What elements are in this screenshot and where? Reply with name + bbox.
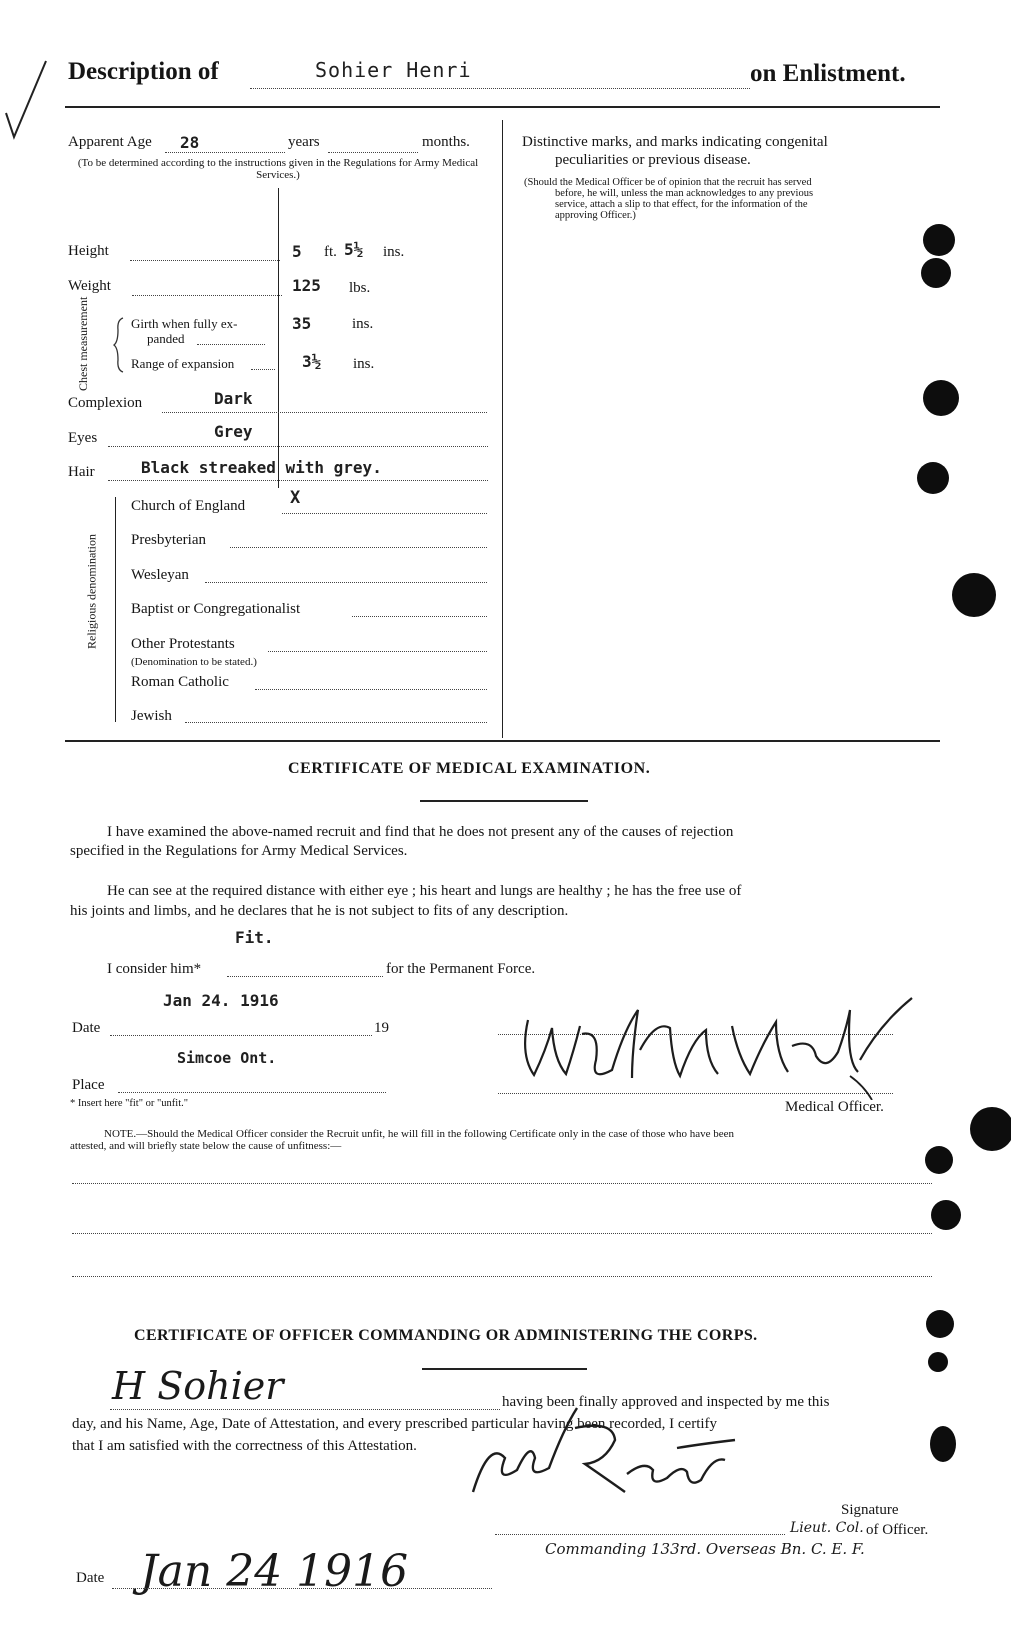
baptist-label: Baptist or Congregationalist: [131, 601, 301, 617]
commanding-line1: having been finally approved and inspected by me this: [502, 1394, 830, 1410]
header-title-left: Description of: [68, 58, 219, 85]
recruit-name: Sohier Henri: [315, 58, 472, 82]
medical-para1-line1: I have examined the above-named recruit and find that he does not present any of the causes of rejection: [107, 824, 734, 840]
consider-label: I consider him*: [107, 961, 202, 977]
binding-hole-7: [925, 1146, 953, 1174]
commanding-officer-signature: [465, 1400, 755, 1515]
eyes-label: Eyes: [68, 430, 98, 446]
girth-label-line1: Girth when fully ex-: [131, 316, 238, 331]
range-ins-label: ins.: [353, 356, 375, 372]
rank-stamp: Lieut. Col.: [790, 1520, 864, 1536]
girth-value: 35: [292, 314, 312, 333]
jewish-label: Jewish: [131, 708, 172, 724]
commanding-certificate-heading: CERTIFICATE OF OFFICER COMMANDING OR ADMINISTERING THE CORPS.: [134, 1327, 758, 1344]
exam-place-value: Simcoe Ont.: [177, 1049, 277, 1067]
signature-label: Signature: [841, 1502, 899, 1518]
church-of-england-mark: X: [290, 488, 301, 508]
medical-officer-label: Medical Officer.: [785, 1099, 884, 1115]
months-label: months.: [422, 134, 470, 150]
form-bottom-rule: [65, 740, 940, 742]
binding-hole-10: [928, 1352, 948, 1372]
binding-hole-6: [970, 1107, 1011, 1151]
roman-catholic-label: Roman Catholic: [131, 674, 229, 690]
medical-heading-rule: [420, 800, 588, 802]
lbs-label: lbs.: [349, 280, 371, 296]
medical-para1-line2: specified in the Regulations for Army Medical Services.: [70, 843, 408, 859]
other-protestants-label: Other Protestants: [131, 636, 235, 652]
insert-note: * Insert here "fit" or "unfit.": [70, 1098, 189, 1109]
church-of-england-label: Church of England: [131, 498, 246, 514]
marks-note-line4: approving Officer.): [555, 210, 636, 221]
medical-para2-line1: He can see at the required distance with either eye ; his heart and lungs are healthy ; he has the free use of: [107, 883, 742, 899]
permanent-force-label: for the Permanent Force.: [386, 961, 536, 977]
binding-hole-4: [917, 462, 949, 494]
binding-hole-3: [923, 380, 959, 416]
unit-stamp: Commanding 133rd. Overseas Bn. C. E. F.: [545, 1540, 865, 1558]
presbyterian-label: Presbyterian: [131, 532, 206, 548]
commanding-heading-rule: [422, 1368, 587, 1370]
commanding-date-handwritten: Jan 24 1916: [140, 1546, 409, 1597]
marks-note-line1: (Should the Medical Officer be of opinion that the recruit has served: [524, 177, 812, 188]
binding-hole-11: [930, 1426, 956, 1462]
exam-date-label: Date: [72, 1020, 101, 1036]
religion-bracket: [115, 497, 116, 722]
binding-hole-5: [952, 573, 996, 617]
medical-certificate-heading: CERTIFICATE OF MEDICAL EXAMINATION.: [288, 760, 651, 777]
header-rule: [65, 106, 940, 108]
chest-measurement-label: Chest measurement: [76, 296, 90, 391]
wesleyan-label: Wesleyan: [131, 567, 189, 583]
binding-hole-2: [921, 258, 951, 288]
weight-label: Weight: [68, 278, 111, 294]
chest-brace: [113, 316, 125, 374]
binding-hole-8: [931, 1200, 961, 1230]
medical-para2-line2: his joints and limbs, and he declares that he is not subject to fits of any description.: [70, 903, 569, 919]
distinctive-marks-title-line1: Distinctive marks, and marks indicating congenital: [522, 134, 828, 150]
of-officer-label: of Officer.: [866, 1522, 929, 1538]
exam-date-value: Jan 24. 1916: [163, 991, 279, 1010]
other-protestants-note: (Denomination to be stated.): [131, 656, 257, 668]
margin-check-mark: [0, 55, 60, 145]
complexion-label: Complexion: [68, 395, 143, 411]
range-label: Range of expansion: [131, 356, 235, 371]
distinctive-marks-title-line2: peculiarities or previous disease.: [555, 152, 751, 168]
header-title-right: on Enlistment.: [750, 60, 906, 87]
age-note: (To be determined according to the instructions given in the Regulations for Army Medical Services.): [77, 157, 479, 181]
exam-place-label: Place: [72, 1077, 105, 1093]
years-label: years: [288, 134, 320, 150]
range-value: 3½: [302, 352, 322, 371]
complexion-value: Dark: [214, 389, 253, 408]
binding-hole-9: [926, 1310, 954, 1338]
height-ins-label: ins.: [383, 244, 405, 260]
unfit-note-line1: NOTE.—Should the Medical Officer consider the Recruit unfit, he will fill in the following Certificate only in the case of those who have been: [104, 1128, 734, 1140]
left-column-divider: [278, 188, 279, 488]
hair-label: Hair: [68, 464, 95, 480]
commanding-line3: that I am satisfied with the correctness of this Attestation.: [72, 1438, 417, 1454]
unfit-reason-line-3: [72, 1276, 932, 1277]
unfit-reason-line-1: [72, 1183, 932, 1184]
height-ft-value: 5: [292, 242, 302, 261]
height-label: Height: [68, 243, 109, 259]
fitness-value: Fit.: [235, 928, 274, 947]
weight-value: 125: [292, 276, 321, 295]
height-in-value: 5½: [344, 240, 364, 259]
exam-year-prefix: 19: [374, 1020, 389, 1036]
apparent-age-label: Apparent Age: [68, 134, 152, 150]
hair-value: Black streaked with grey.: [141, 458, 382, 477]
name-line: [250, 88, 750, 89]
ft-label: ft.: [324, 244, 337, 260]
commanding-date-label: Date: [76, 1570, 105, 1586]
apparent-age-value: 28: [180, 133, 200, 152]
eyes-value: Grey: [214, 422, 253, 441]
marks-note-line2: before, he will, unless the man acknowledges to any previous: [555, 188, 814, 199]
recruit-signature: H Sohier: [112, 1364, 284, 1408]
unfit-reason-line-2: [72, 1233, 932, 1234]
marks-note-line3: service, attach a slip to that effect, for the information of the: [555, 199, 808, 210]
religious-denomination-label: Religious denomination: [84, 534, 99, 649]
girth-label-line2: panded: [147, 331, 185, 346]
center-column-divider: [502, 120, 503, 738]
medical-officer-signature: [520, 990, 920, 1100]
girth-ins-label: ins.: [352, 316, 374, 332]
unfit-note-line2: attested, and will briefly state below the cause of unfitness:—: [70, 1140, 342, 1152]
commanding-line2: day, and his Name, Age, Date of Attestation, and every prescribed particular having been recorded, I certify: [72, 1416, 718, 1432]
binding-hole-1: [923, 224, 955, 256]
